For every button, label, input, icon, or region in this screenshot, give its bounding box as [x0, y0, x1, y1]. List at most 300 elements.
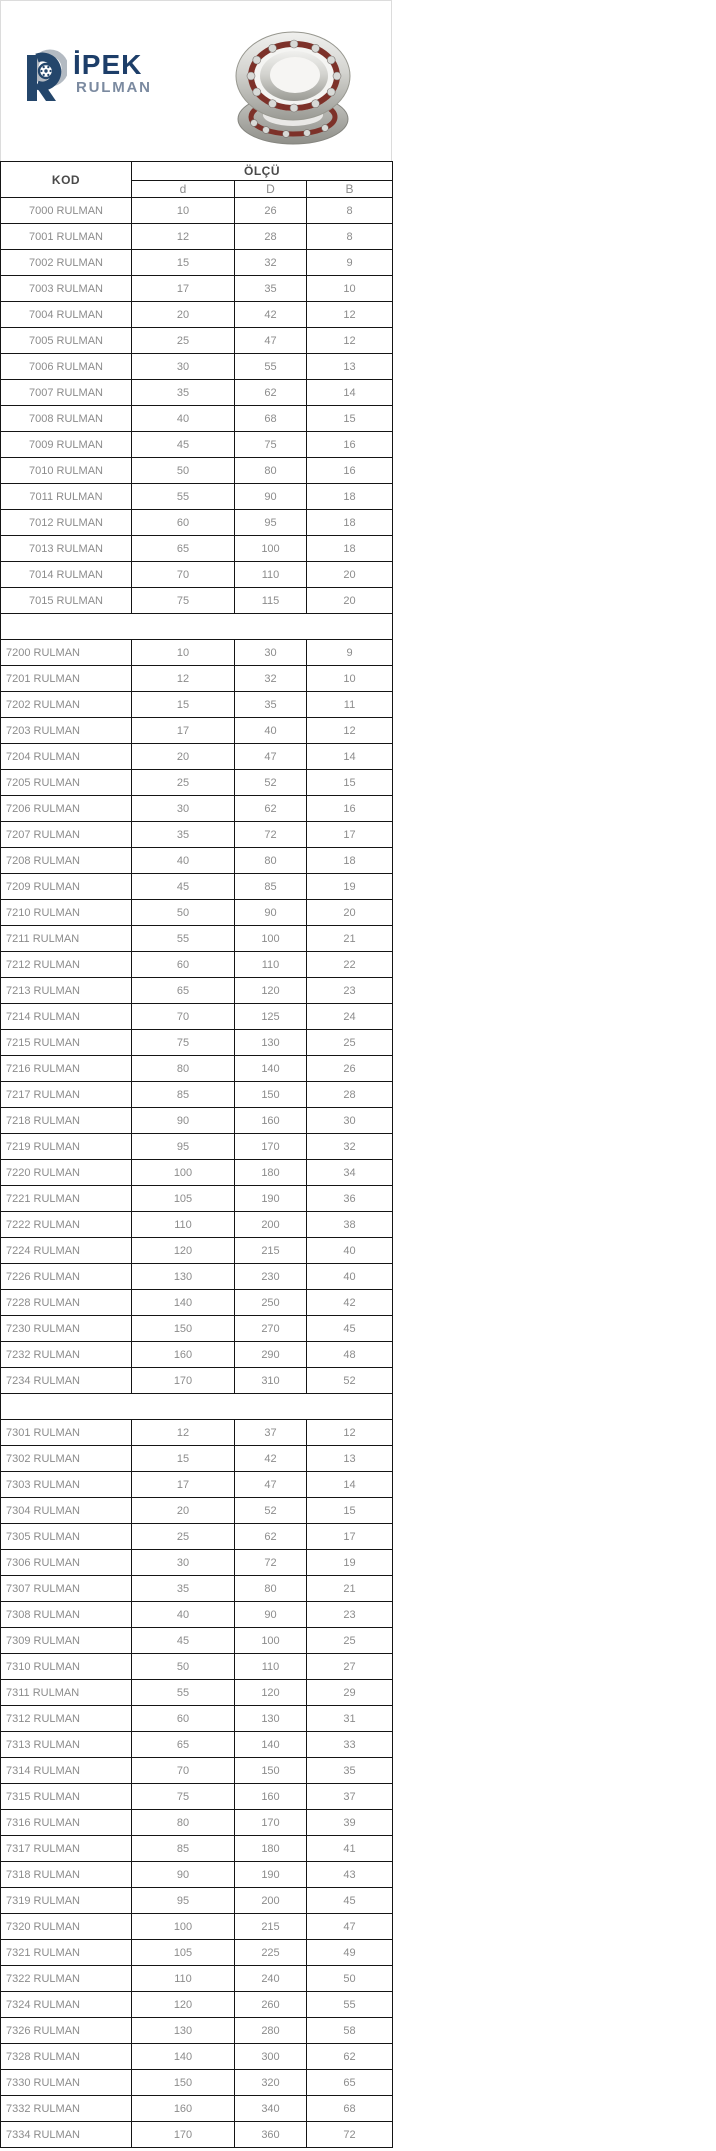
D-cell: 28	[235, 224, 307, 250]
table-row	[1, 1316, 393, 1342]
B-cell: 31	[307, 1706, 393, 1732]
brand-name: İPEK	[73, 49, 143, 80]
table-row	[1, 1004, 393, 1030]
table-row	[1, 1342, 393, 1368]
table-row	[1, 1862, 393, 1888]
d-cell: 25	[132, 1524, 235, 1550]
D-cell: 100	[235, 536, 307, 562]
d-cell: 65	[132, 978, 235, 1004]
kod-cell: 7218 RULMAN	[1, 1108, 132, 1134]
brand-subname: RULMAN	[76, 79, 152, 96]
B-cell: 68	[307, 2096, 393, 2122]
table-row	[1, 406, 393, 432]
d-cell: 35	[132, 380, 235, 406]
D-cell: 26	[235, 198, 307, 224]
kod-cell: 7212 RULMAN	[1, 952, 132, 978]
section-spacer-row	[1, 614, 393, 640]
d-cell: 80	[132, 1810, 235, 1836]
D-cell: 80	[235, 848, 307, 874]
D-cell: 130	[235, 1706, 307, 1732]
kod-cell: 7015 RULMAN	[1, 588, 132, 614]
d-cell: 170	[132, 2122, 235, 2148]
D-cell: 260	[235, 1992, 307, 2018]
kod-cell: 7000 RULMAN	[1, 198, 132, 224]
D-cell: 72	[235, 822, 307, 848]
d-cell: 130	[132, 2018, 235, 2044]
kod-cell: 7308 RULMAN	[1, 1602, 132, 1628]
B-cell: 50	[307, 1966, 393, 1992]
D-cell: 120	[235, 978, 307, 1004]
d-cell: 45	[132, 1628, 235, 1654]
d-cell: 140	[132, 1290, 235, 1316]
D-cell: 310	[235, 1368, 307, 1394]
table-header	[1, 162, 393, 198]
d-cell: 17	[132, 718, 235, 744]
B-cell: 45	[307, 1888, 393, 1914]
table-row	[1, 536, 393, 562]
B-cell: 14	[307, 744, 393, 770]
kod-cell: 7209 RULMAN	[1, 874, 132, 900]
kod-cell: 7301 RULMAN	[1, 1420, 132, 1446]
kod-cell: 7008 RULMAN	[1, 406, 132, 432]
D-cell: 320	[235, 2070, 307, 2096]
d-cell: 30	[132, 354, 235, 380]
B-cell: 23	[307, 978, 393, 1004]
D-cell: 180	[235, 1836, 307, 1862]
table-row	[1, 1446, 393, 1472]
d-cell: 170	[132, 1368, 235, 1394]
B-cell: 10	[307, 666, 393, 692]
kod-cell: 7010 RULMAN	[1, 458, 132, 484]
kod-cell: 7316 RULMAN	[1, 1810, 132, 1836]
kod-cell: 7322 RULMAN	[1, 1966, 132, 1992]
B-cell: 45	[307, 1316, 393, 1342]
d-cell: 120	[132, 1238, 235, 1264]
header-kod: KOD	[1, 162, 132, 198]
D-cell: 110	[235, 562, 307, 588]
table-row	[1, 666, 393, 692]
B-cell: 11	[307, 692, 393, 718]
table-row	[1, 640, 393, 666]
B-cell: 52	[307, 1368, 393, 1394]
kod-cell: 7211 RULMAN	[1, 926, 132, 952]
d-cell: 35	[132, 822, 235, 848]
B-cell: 26	[307, 1056, 393, 1082]
kod-cell: 7002 RULMAN	[1, 250, 132, 276]
table-row	[1, 1238, 393, 1264]
table-row	[1, 1368, 393, 1394]
table-row	[1, 718, 393, 744]
table-row	[1, 302, 393, 328]
D-cell: 35	[235, 276, 307, 302]
D-cell: 47	[235, 744, 307, 770]
B-cell: 15	[307, 406, 393, 432]
table-row	[1, 1160, 393, 1186]
D-cell: 290	[235, 1342, 307, 1368]
D-cell: 90	[235, 484, 307, 510]
B-cell: 25	[307, 1628, 393, 1654]
table-row	[1, 1940, 393, 1966]
table-row	[1, 328, 393, 354]
table-row	[1, 1966, 393, 1992]
B-cell: 13	[307, 354, 393, 380]
table-row	[1, 484, 393, 510]
kod-cell: 7234 RULMAN	[1, 1368, 132, 1394]
B-cell: 9	[307, 640, 393, 666]
table-row	[1, 2018, 393, 2044]
B-cell: 17	[307, 1524, 393, 1550]
B-cell: 42	[307, 1290, 393, 1316]
table-row	[1, 1264, 393, 1290]
B-cell: 17	[307, 822, 393, 848]
d-cell: 105	[132, 1940, 235, 1966]
table-row	[1, 1758, 393, 1784]
B-cell: 30	[307, 1108, 393, 1134]
B-cell: 16	[307, 796, 393, 822]
B-cell: 18	[307, 536, 393, 562]
kod-cell: 7205 RULMAN	[1, 770, 132, 796]
D-cell: 160	[235, 1784, 307, 1810]
table-row	[1, 1186, 393, 1212]
B-cell: 29	[307, 1680, 393, 1706]
D-cell: 68	[235, 406, 307, 432]
D-cell: 160	[235, 1108, 307, 1134]
table-row	[1, 848, 393, 874]
kod-cell: 7304 RULMAN	[1, 1498, 132, 1524]
D-cell: 75	[235, 432, 307, 458]
table-row	[1, 1628, 393, 1654]
D-cell: 30	[235, 640, 307, 666]
table-row	[1, 432, 393, 458]
B-cell: 19	[307, 1550, 393, 1576]
D-cell: 200	[235, 1888, 307, 1914]
d-cell: 70	[132, 562, 235, 588]
d-cell: 60	[132, 510, 235, 536]
kod-cell: 7230 RULMAN	[1, 1316, 132, 1342]
table-row	[1, 1212, 393, 1238]
d-cell: 50	[132, 458, 235, 484]
d-cell: 75	[132, 588, 235, 614]
section-spacer-row	[1, 1394, 393, 1420]
brand-r-mark-icon	[23, 49, 67, 107]
kod-cell: 7200 RULMAN	[1, 640, 132, 666]
d-cell: 60	[132, 1706, 235, 1732]
D-cell: 170	[235, 1810, 307, 1836]
kod-cell: 7220 RULMAN	[1, 1160, 132, 1186]
d-cell: 15	[132, 692, 235, 718]
d-cell: 12	[132, 666, 235, 692]
kod-cell: 7324 RULMAN	[1, 1992, 132, 2018]
D-cell: 42	[235, 302, 307, 328]
D-cell: 40	[235, 718, 307, 744]
brand-logo	[23, 49, 152, 107]
bearing-product-image	[231, 27, 355, 147]
D-cell: 300	[235, 2044, 307, 2070]
d-cell: 35	[132, 1576, 235, 1602]
d-cell: 17	[132, 276, 235, 302]
D-cell: 62	[235, 380, 307, 406]
kod-cell: 7315 RULMAN	[1, 1784, 132, 1810]
table-row	[1, 2044, 393, 2070]
B-cell: 20	[307, 900, 393, 926]
kod-cell: 7228 RULMAN	[1, 1290, 132, 1316]
d-cell: 120	[132, 1992, 235, 2018]
D-cell: 200	[235, 1212, 307, 1238]
D-cell: 280	[235, 2018, 307, 2044]
table-row	[1, 1576, 393, 1602]
kod-cell: 7217 RULMAN	[1, 1082, 132, 1108]
brand-text	[73, 51, 152, 95]
D-cell: 110	[235, 952, 307, 978]
d-cell: 45	[132, 874, 235, 900]
B-cell: 12	[307, 302, 393, 328]
D-cell: 180	[235, 1160, 307, 1186]
d-cell: 130	[132, 1264, 235, 1290]
B-cell: 40	[307, 1238, 393, 1264]
table-row	[1, 1888, 393, 1914]
table-row	[1, 354, 393, 380]
B-cell: 41	[307, 1836, 393, 1862]
table-row	[1, 1108, 393, 1134]
B-cell: 36	[307, 1186, 393, 1212]
B-cell: 13	[307, 1446, 393, 1472]
table-row	[1, 1732, 393, 1758]
B-cell: 19	[307, 874, 393, 900]
kod-cell: 7306 RULMAN	[1, 1550, 132, 1576]
B-cell: 8	[307, 198, 393, 224]
d-cell: 150	[132, 2070, 235, 2096]
D-cell: 190	[235, 1186, 307, 1212]
kod-cell: 7226 RULMAN	[1, 1264, 132, 1290]
table-row	[1, 1082, 393, 1108]
d-cell: 17	[132, 1472, 235, 1498]
d-cell: 40	[132, 406, 235, 432]
table-row	[1, 926, 393, 952]
kod-cell: 7005 RULMAN	[1, 328, 132, 354]
table-row	[1, 770, 393, 796]
D-cell: 130	[235, 1030, 307, 1056]
kod-cell: 7202 RULMAN	[1, 692, 132, 718]
kod-cell: 7011 RULMAN	[1, 484, 132, 510]
D-cell: 190	[235, 1862, 307, 1888]
B-cell: 15	[307, 770, 393, 796]
table-row	[1, 1706, 393, 1732]
kod-cell: 7206 RULMAN	[1, 796, 132, 822]
D-cell: 140	[235, 1056, 307, 1082]
d-cell: 150	[132, 1316, 235, 1342]
D-cell: 215	[235, 1238, 307, 1264]
B-cell: 37	[307, 1784, 393, 1810]
D-cell: 150	[235, 1082, 307, 1108]
kod-cell: 7208 RULMAN	[1, 848, 132, 874]
kod-cell: 7201 RULMAN	[1, 666, 132, 692]
d-cell: 100	[132, 1160, 235, 1186]
kod-cell: 7321 RULMAN	[1, 1940, 132, 1966]
B-cell: 12	[307, 328, 393, 354]
d-cell: 20	[132, 1498, 235, 1524]
d-cell: 10	[132, 198, 235, 224]
D-cell: 32	[235, 666, 307, 692]
table-row	[1, 1030, 393, 1056]
spacer-cell	[1, 1394, 393, 1420]
kod-cell: 7314 RULMAN	[1, 1758, 132, 1784]
table-row	[1, 692, 393, 718]
kod-cell: 7320 RULMAN	[1, 1914, 132, 1940]
d-cell: 60	[132, 952, 235, 978]
kod-cell: 7318 RULMAN	[1, 1862, 132, 1888]
header	[0, 0, 392, 161]
B-cell: 55	[307, 1992, 393, 2018]
d-cell: 95	[132, 1888, 235, 1914]
table-row	[1, 978, 393, 1004]
kod-cell: 7312 RULMAN	[1, 1706, 132, 1732]
B-cell: 21	[307, 926, 393, 952]
d-cell: 85	[132, 1836, 235, 1862]
d-cell: 30	[132, 1550, 235, 1576]
d-cell: 140	[132, 2044, 235, 2070]
d-cell: 12	[132, 1420, 235, 1446]
table-row	[1, 1810, 393, 1836]
B-cell: 15	[307, 1498, 393, 1524]
D-cell: 340	[235, 2096, 307, 2122]
table-row	[1, 796, 393, 822]
D-cell: 62	[235, 1524, 307, 1550]
d-cell: 110	[132, 1212, 235, 1238]
table-row	[1, 1056, 393, 1082]
D-cell: 95	[235, 510, 307, 536]
d-cell: 55	[132, 926, 235, 952]
D-cell: 37	[235, 1420, 307, 1446]
kod-cell: 7332 RULMAN	[1, 2096, 132, 2122]
kod-cell: 7305 RULMAN	[1, 1524, 132, 1550]
B-cell: 20	[307, 588, 393, 614]
D-cell: 140	[235, 1732, 307, 1758]
table-row	[1, 276, 393, 302]
kod-cell: 7003 RULMAN	[1, 276, 132, 302]
d-cell: 65	[132, 536, 235, 562]
d-cell: 95	[132, 1134, 235, 1160]
table-row	[1, 1914, 393, 1940]
kod-cell: 7303 RULMAN	[1, 1472, 132, 1498]
d-cell: 85	[132, 1082, 235, 1108]
table-row	[1, 562, 393, 588]
B-cell: 23	[307, 1602, 393, 1628]
d-cell: 40	[132, 848, 235, 874]
table-row	[1, 198, 393, 224]
D-cell: 32	[235, 250, 307, 276]
d-cell: 75	[132, 1030, 235, 1056]
B-cell: 24	[307, 1004, 393, 1030]
B-cell: 9	[307, 250, 393, 276]
B-cell: 18	[307, 848, 393, 874]
kod-cell: 7330 RULMAN	[1, 2070, 132, 2096]
D-cell: 225	[235, 1940, 307, 1966]
B-cell: 38	[307, 1212, 393, 1238]
table-row	[1, 380, 393, 406]
B-cell: 27	[307, 1654, 393, 1680]
kod-cell: 7215 RULMAN	[1, 1030, 132, 1056]
d-cell: 25	[132, 328, 235, 354]
D-cell: 80	[235, 458, 307, 484]
table-row	[1, 1550, 393, 1576]
B-cell: 48	[307, 1342, 393, 1368]
header-d: d	[132, 181, 235, 198]
B-cell: 40	[307, 1264, 393, 1290]
kod-cell: 7216 RULMAN	[1, 1056, 132, 1082]
d-cell: 100	[132, 1914, 235, 1940]
B-cell: 12	[307, 1420, 393, 1446]
spacer-cell	[1, 614, 393, 640]
D-cell: 240	[235, 1966, 307, 1992]
B-cell: 49	[307, 1940, 393, 1966]
table-row	[1, 250, 393, 276]
kod-cell: 7210 RULMAN	[1, 900, 132, 926]
B-cell: 20	[307, 562, 393, 588]
B-cell: 18	[307, 484, 393, 510]
d-cell: 110	[132, 1966, 235, 1992]
kod-cell: 7006 RULMAN	[1, 354, 132, 380]
B-cell: 14	[307, 380, 393, 406]
D-cell: 72	[235, 1550, 307, 1576]
B-cell: 16	[307, 432, 393, 458]
kod-cell: 7310 RULMAN	[1, 1654, 132, 1680]
d-cell: 20	[132, 302, 235, 328]
D-cell: 120	[235, 1680, 307, 1706]
B-cell: 58	[307, 2018, 393, 2044]
D-cell: 47	[235, 328, 307, 354]
table-row	[1, 1992, 393, 2018]
d-cell: 90	[132, 1108, 235, 1134]
d-cell: 55	[132, 484, 235, 510]
d-cell: 45	[132, 432, 235, 458]
table-row	[1, 458, 393, 484]
d-cell: 160	[132, 2096, 235, 2122]
kod-cell: 7328 RULMAN	[1, 2044, 132, 2070]
B-cell: 12	[307, 718, 393, 744]
B-cell: 62	[307, 2044, 393, 2070]
B-cell: 10	[307, 276, 393, 302]
D-cell: 150	[235, 1758, 307, 1784]
table-row	[1, 1472, 393, 1498]
kod-cell: 7309 RULMAN	[1, 1628, 132, 1654]
D-cell: 90	[235, 900, 307, 926]
D-cell: 215	[235, 1914, 307, 1940]
D-cell: 35	[235, 692, 307, 718]
kod-cell: 7319 RULMAN	[1, 1888, 132, 1914]
kod-cell: 7221 RULMAN	[1, 1186, 132, 1212]
table-row	[1, 2070, 393, 2096]
D-cell: 115	[235, 588, 307, 614]
D-cell: 100	[235, 1628, 307, 1654]
kod-cell: 7334 RULMAN	[1, 2122, 132, 2148]
D-cell: 100	[235, 926, 307, 952]
kod-cell: 7009 RULMAN	[1, 432, 132, 458]
B-cell: 72	[307, 2122, 393, 2148]
d-cell: 50	[132, 900, 235, 926]
header-B: B	[307, 181, 393, 198]
d-cell: 90	[132, 1862, 235, 1888]
table-row	[1, 952, 393, 978]
kod-cell: 7014 RULMAN	[1, 562, 132, 588]
D-cell: 52	[235, 1498, 307, 1524]
header-D: D	[235, 181, 307, 198]
D-cell: 85	[235, 874, 307, 900]
B-cell: 25	[307, 1030, 393, 1056]
D-cell: 360	[235, 2122, 307, 2148]
B-cell: 34	[307, 1160, 393, 1186]
d-cell: 40	[132, 1602, 235, 1628]
D-cell: 270	[235, 1316, 307, 1342]
